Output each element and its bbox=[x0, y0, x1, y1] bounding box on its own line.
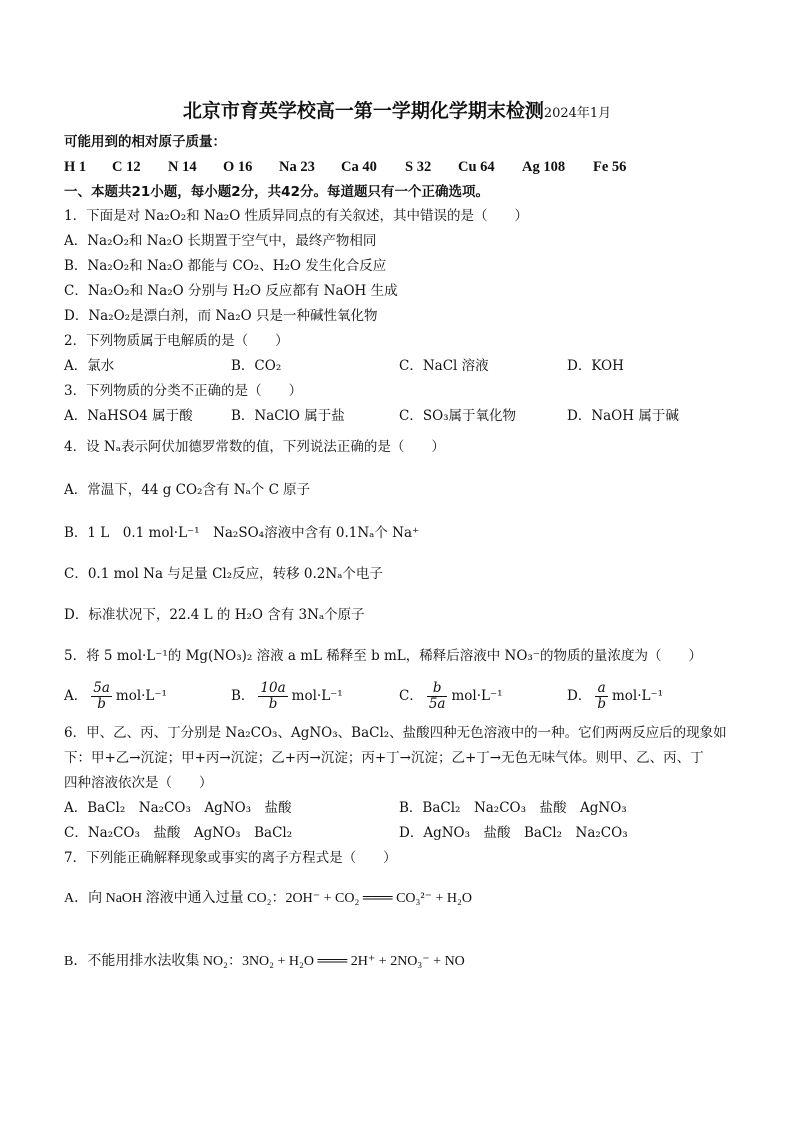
masses-label: 可能用到的相对原子质量： bbox=[64, 134, 226, 150]
question-1-option-b: B．Na₂O₂和 Na₂O 都能与 CO₂、H₂O 发生化合反应 bbox=[64, 258, 387, 274]
question-3-option-b: B．NaClO 属于盐 bbox=[231, 408, 345, 424]
mass-item: Ca 40 bbox=[341, 159, 377, 175]
mass-item: O 16 bbox=[223, 159, 253, 175]
exam-date: 2024年1月 bbox=[543, 106, 612, 121]
fraction-denominator: b bbox=[97, 696, 106, 712]
question-3-option-a: A．NaHSO4 属于酸 bbox=[64, 408, 193, 424]
question-3-stem: 3．下列物质的分类不正确的是（ ） bbox=[64, 383, 303, 399]
question-4-option-b: B．1 L 0.1 mol·L⁻¹ Na₂SO₄溶液中含有 0.1Nₐ个 Na⁺ bbox=[64, 525, 420, 541]
question-3-option-c: C．SO₃属于氧化物 bbox=[399, 408, 517, 424]
question-7-stem: 7．下列能正确解释现象或事实的离子方程式是（ ） bbox=[64, 850, 397, 866]
question-5-stem: 5．将 5 mol·L⁻¹的 Mg(NO₃)₂ 溶液 a mL 稀释至 b mL，稀释后溶液中 NO₃⁻的物质的量浓度为（ ） bbox=[64, 648, 702, 664]
question-2-option-d: D．KOH bbox=[567, 358, 624, 374]
header bbox=[0, 96, 794, 123]
fraction-denominator: b bbox=[597, 696, 606, 712]
question-4-stem: 4．设 Nₐ表示阿伏加德罗常数的值，下列说法正确的是（ ） bbox=[64, 439, 445, 455]
question-4-option-a: A．常温下，44 g CO₂含有 Nₐ个 C 原子 bbox=[64, 482, 311, 498]
option-label: D． bbox=[567, 688, 592, 704]
question-2-stem: 2．下列物质属于电解质的是（ ） bbox=[64, 333, 289, 349]
question-6-stem-line-2: 下：甲+乙→沉淀；甲+丙→沉淀；乙+丙→沉淀；丙+丁→沉淀；乙+丁→无色无味气体。则甲、乙、丙、丁 bbox=[64, 750, 704, 766]
mass-item: H 1 bbox=[64, 159, 87, 175]
page-title: 北京市育英学校高一第一学期化学期末检测 bbox=[182, 100, 544, 122]
question-1-stem: 1．下面是对 Na₂O₂和 Na₂O 性质异同点的有关叙述，其中错误的是（ ） bbox=[64, 208, 529, 224]
question-7-option-a: A．向 NaOH 溶液中通入过量 CO₂：2OH⁻ + CO₂ ═══ CO₃²⁻ + H₂O bbox=[64, 891, 472, 906]
mass-item: Fe 56 bbox=[593, 159, 627, 175]
question-6-stem-line-1: 6．甲、乙、丙、丁分别是 Na₂CO₃、AgNO₃、BaCl₂、盐酸四种无色溶液中的一种。它们两两反应后的现象如 bbox=[64, 725, 727, 741]
fraction-denominator: b bbox=[268, 696, 278, 712]
question-2-option-c: C．NaCl 溶液 bbox=[399, 358, 489, 374]
question-5-option-a bbox=[64, 681, 167, 712]
fraction bbox=[91, 681, 112, 712]
unit: mol·L⁻¹ bbox=[451, 688, 503, 704]
question-4-option-c: C．0.1 mol Na 与足量 Cl₂反应，转移 0.2Nₐ个电子 bbox=[64, 566, 383, 582]
question-6-option-c: C．Na₂CO₃ 盐酸 AgNO₃ BaCl₂ bbox=[64, 825, 293, 841]
mass-item: Cu 64 bbox=[458, 159, 495, 175]
option-label: A． bbox=[64, 688, 88, 704]
question-6-option-b: B．BaCl₂ Na₂CO₃ 盐酸 AgNO₃ bbox=[399, 800, 627, 816]
unit: mol·L⁻¹ bbox=[115, 688, 167, 704]
option-label: B． bbox=[231, 688, 255, 704]
question-2-option-b: B．CO₂ bbox=[231, 358, 282, 374]
question-1-option-a: A．Na₂O₂和 Na₂O 长期置于空气中，最终产物相同 bbox=[64, 233, 377, 249]
question-3-option-d: D．NaOH 属于碱 bbox=[567, 408, 679, 424]
question-6-option-a: A．BaCl₂ Na₂CO₃ AgNO₃ 盐酸 bbox=[64, 800, 292, 816]
mass-item: C 12 bbox=[112, 159, 141, 175]
question-2-option-a: A．氯水 bbox=[64, 358, 115, 374]
question-1-option-c: C．Na₂O₂和 Na₂O 分别与 H₂O 反应都有 NaOH 生成 bbox=[64, 283, 398, 299]
mass-item: Ag 108 bbox=[522, 159, 566, 175]
question-6-option-d: D．AgNO₃ 盐酸 BaCl₂ Na₂CO₃ bbox=[399, 825, 628, 841]
mass-item: S 32 bbox=[405, 159, 432, 175]
fraction bbox=[427, 681, 448, 712]
option-label: C． bbox=[399, 688, 423, 704]
section-heading: 一、本题共21小题，每小题2分，共42分。每道题只有一个正确选项。 bbox=[64, 184, 489, 200]
question-7-option-b: B．不能用排水法收集 NO₂：3NO₂ + H₂O ═══ 2H⁺ + 2NO₃⁻ + NO bbox=[64, 954, 465, 969]
fraction-numerator: 10a bbox=[260, 680, 286, 696]
fraction-numerator: a bbox=[595, 681, 608, 697]
atomic-masses bbox=[64, 157, 754, 177]
question-5-option-d bbox=[567, 681, 663, 712]
mass-item: N 14 bbox=[168, 159, 197, 175]
fraction-denominator: 5a bbox=[428, 696, 446, 712]
mass-item: Na 23 bbox=[279, 159, 315, 175]
unit: mol·L⁻¹ bbox=[291, 688, 343, 704]
question-6-stem-line-3: 四种溶液依次是（ ） bbox=[64, 775, 213, 791]
question-5-option-b bbox=[231, 681, 343, 712]
question-5-option-c bbox=[399, 681, 503, 712]
fraction bbox=[595, 681, 608, 712]
fraction-numerator: 5a bbox=[93, 680, 110, 696]
question-1-option-d: D．Na₂O₂是漂白剂，而 Na₂O 只是一种碱性氧化物 bbox=[64, 308, 378, 324]
unit: mol·L⁻¹ bbox=[611, 688, 664, 704]
fraction-numerator: b bbox=[427, 681, 448, 697]
fraction bbox=[258, 681, 287, 712]
question-4-option-d: D．标准状况下，22.4 L 的 H₂O 含有 3Nₐ个原子 bbox=[64, 607, 365, 623]
